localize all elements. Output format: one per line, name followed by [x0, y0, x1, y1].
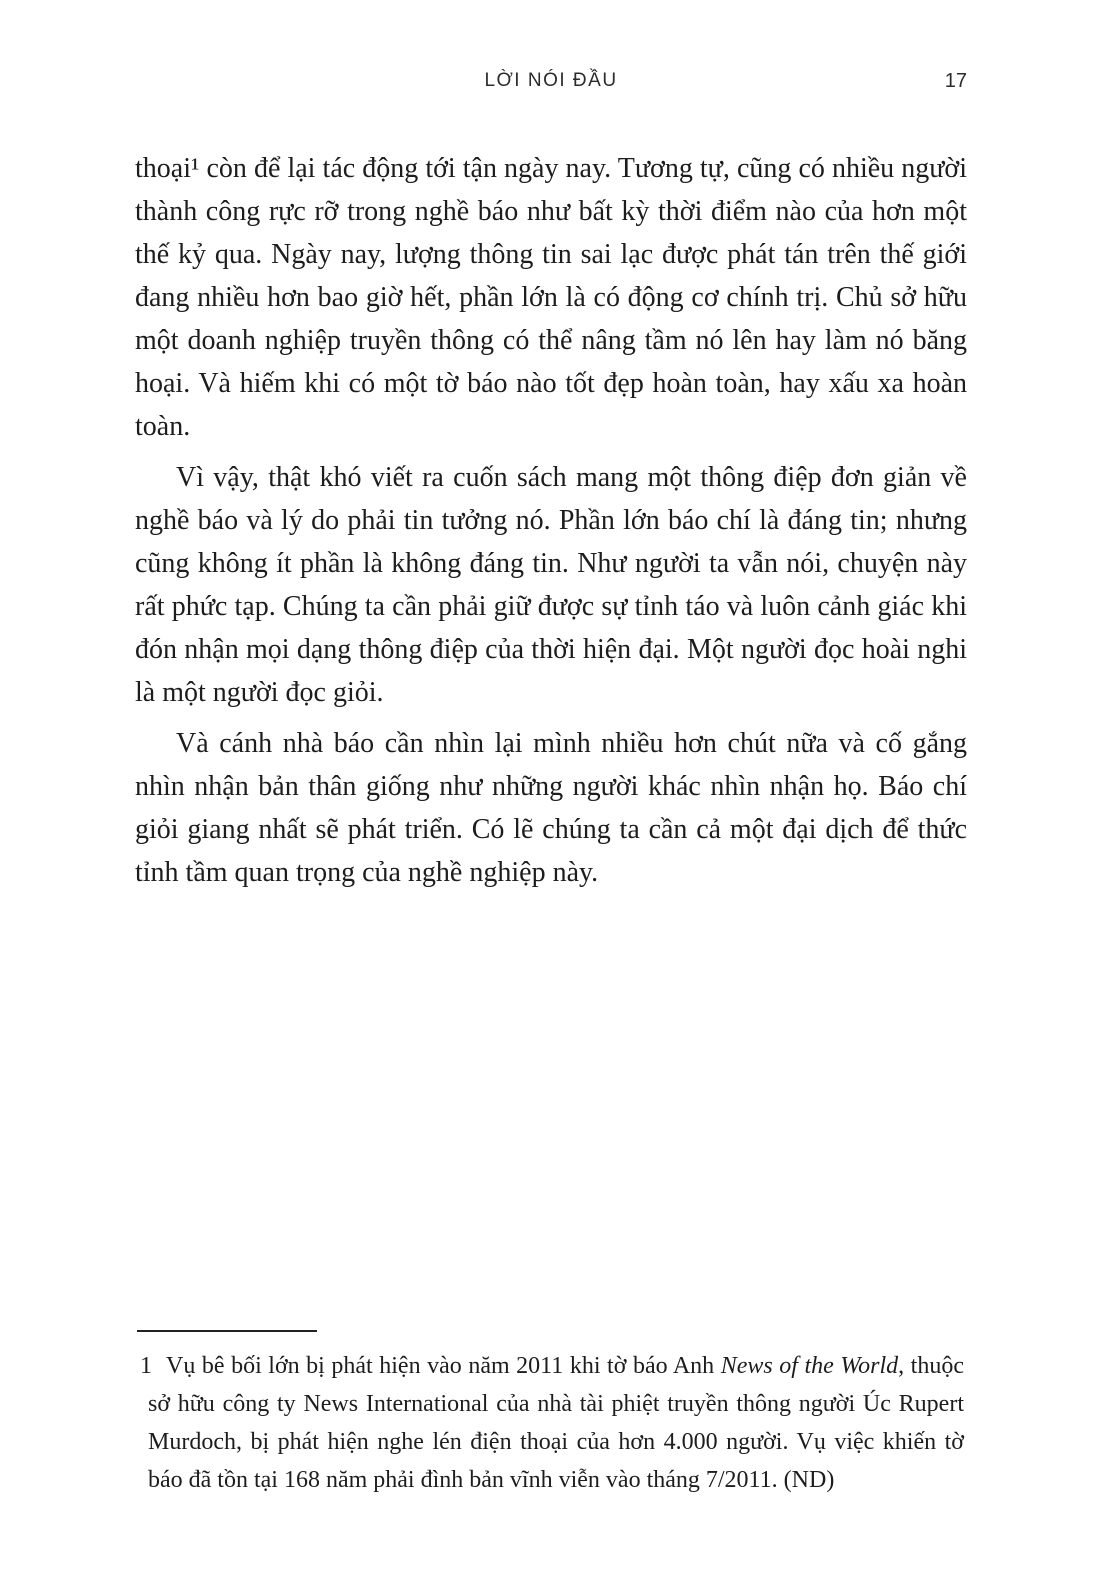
page-header — [135, 70, 967, 100]
footnote-divider — [137, 1330, 317, 1332]
body-text-block — [135, 147, 967, 902]
footnote-text-rest: , thuộc sở hữu công ty News International của nhà tài phiệt truyền thông người Úc Rupert Murdoch, bị phát hiện nghe lén điện thoại của hơn 4.000 người. Vụ việc khiến tờ báo đã tồn tại 168 năm phải đình bản vĩnh viễn vào tháng 7/2011. (ND) — [148, 1353, 965, 1493]
footnote-text-lead: Vụ bê bối lớn bị phát hiện vào năm 2011 khi tờ báo Anh — [166, 1353, 721, 1379]
paragraph-3: Và cánh nhà báo cần nhìn lại mình nhiều hơn chút nữa và cố gắng nhìn nhận bản thân giống như những người khác nhìn nhận họ. Báo chí giỏi giang nhất sẽ phát triển. Có lẽ chúng ta cần cả một đại dịch để thức tỉnh tầm quan trọng của nghề nghiệp này. — [135, 728, 967, 888]
page-number: 17 — [944, 70, 967, 92]
book-title-italic: News of the World — [720, 1353, 899, 1379]
footnote-section — [140, 1330, 964, 1499]
footnote-1 — [140, 1347, 964, 1499]
footnote-marker: 1 — [140, 1353, 152, 1379]
paragraph-1: thoại¹ còn để lại tác động tới tận ngày nay. Tương tự, cũng có nhiều người thành công rực rỡ trong nghề báo như bất kỳ thời điểm nào của hơn một thế kỷ qua. Ngày nay, lượng thông tin sai lạc được phát tán trên thế giới đang nhiều hơn bao giờ hết, phần lớn là có động cơ chính trị. Chủ sở hữu một doanh nghiệp truyền thông có thể nâng tầm nó lên hay làm nó băng hoại. Và hiếm khi có một tờ báo nào tốt đẹp hoàn toàn, hay xấu xa hoàn toàn. — [135, 153, 967, 442]
paragraph-2: Vì vậy, thật khó viết ra cuốn sách mang một thông điệp đơn giản về nghề báo và lý do phải tin tưởng nó. Phần lớn báo chí là đáng tin; nhưng cũng không ít phần là không đáng tin. Như người ta vẫn nói, chuyện này rất phức tạp. Chúng ta cần phải giữ được sự tỉnh táo và luôn cảnh giác khi đón nhận mọi dạng thông điệp của thời hiện đại. Một người đọc hoài nghi là một người đọc giỏi. — [135, 462, 967, 708]
running-head-title: LỜI NÓI ĐẦU — [484, 70, 618, 91]
